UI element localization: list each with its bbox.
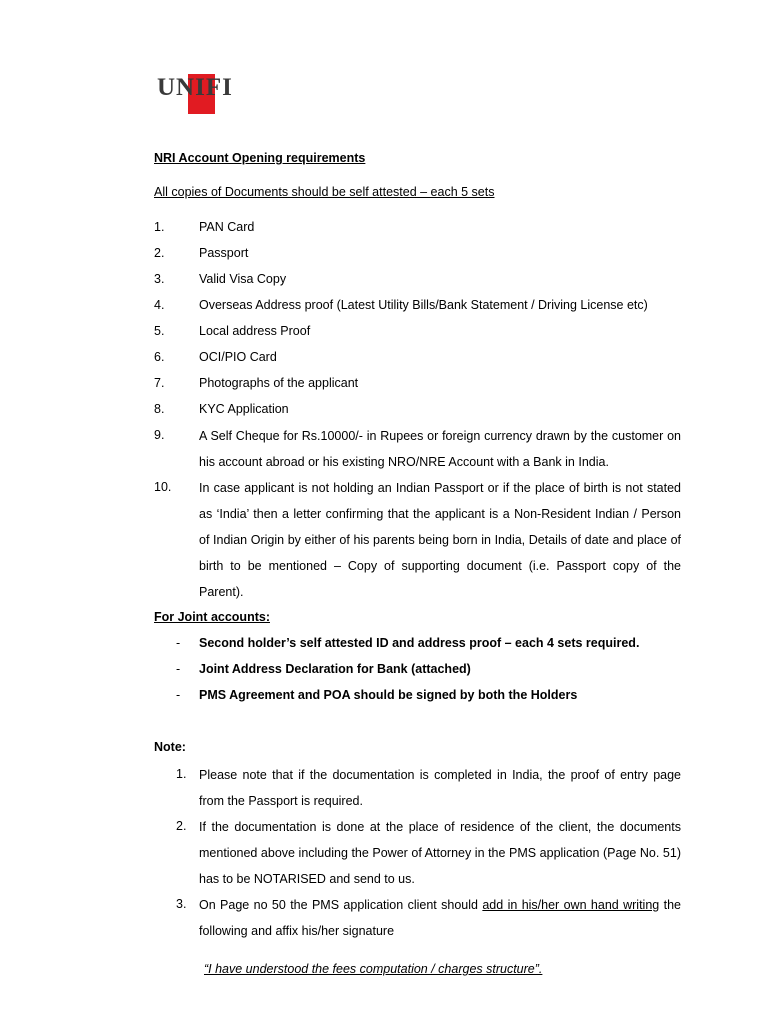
note-item: [199, 892, 681, 944]
list-number: 2.: [154, 246, 165, 260]
list-number: 10.: [154, 480, 172, 494]
note-text: On Page no 50 the PMS application client should: [199, 898, 483, 912]
list-item: Overseas Address proof (Latest Utility Bills/Bank Statement / Driving License etc): [199, 298, 648, 312]
joint-item: Joint Address Declaration for Bank (attached): [199, 662, 471, 676]
list-item: Local address Proof: [199, 324, 311, 338]
list-item: Passport: [199, 246, 249, 260]
bullet-dash: -: [176, 662, 181, 676]
note-number: 2.: [176, 819, 187, 833]
note-text: the following and affix his/her signature: [199, 898, 681, 938]
joint-item: PMS Agreement and POA should be signed by both the Holders: [199, 688, 578, 702]
list-item: In case applicant is not holding an Indian Passport or if the place of birth is not stated as ‘India’ then a letter confirming that the applicant is a Non-Resident Indian / Person of Indian Origin by either of his parents being born in India, Details of date and place of birth to be mentioned – Copy of supporting document (i.e. Passport copy of the Parent).: [199, 481, 681, 599]
list-number: 9.: [154, 428, 165, 442]
note-item: If the documentation is done at the place of residence of the client, the documents mentioned above including the Power of Attorney in the PMS application (Page No. 51) has to be NOTARISED and send to us.: [199, 820, 681, 886]
list-number: 1.: [154, 220, 165, 234]
list-item: KYC Application: [199, 402, 289, 416]
list-item: PAN Card: [199, 220, 255, 234]
unifi-logo: [157, 70, 277, 116]
list-item: Valid Visa Copy: [199, 272, 287, 286]
joint-item: Second holder’s self attested ID and address proof – each 4 sets required.: [199, 636, 640, 650]
note-heading: Note:: [154, 740, 186, 754]
note-item: Please note that if the documentation is completed in India, the proof of entry page from the Passport is required.: [199, 768, 681, 808]
bullet-dash: -: [176, 688, 181, 702]
declaration-quote: “I have understood the fees computation / charges structure”.: [204, 962, 543, 976]
page-subtitle: All copies of Documents should be self attested – each 5 sets: [154, 185, 495, 199]
note-number: 1.: [176, 767, 187, 781]
list-number: 3.: [154, 272, 165, 286]
page-title: NRI Account Opening requirements: [154, 151, 366, 165]
list-number: 7.: [154, 376, 165, 390]
list-number: 8.: [154, 402, 165, 416]
joint-accounts-heading: For Joint accounts:: [154, 610, 270, 624]
list-number: 6.: [154, 350, 165, 364]
note-underlined-text: add in his/her own hand writing: [482, 898, 660, 912]
logo-wordmark: UNIFI: [157, 74, 233, 101]
note-number: 3.: [176, 897, 187, 911]
list-item: A Self Cheque for Rs.10000/- in Rupees or foreign currency drawn by the customer on his account abroad or his existing NRO/NRE Account with a Bank in India.: [199, 429, 681, 469]
list-number: 5.: [154, 324, 165, 338]
list-item: OCI/PIO Card: [199, 350, 277, 364]
list-number: 4.: [154, 298, 165, 312]
bullet-dash: -: [176, 636, 181, 650]
list-item: Photographs of the applicant: [199, 376, 359, 390]
